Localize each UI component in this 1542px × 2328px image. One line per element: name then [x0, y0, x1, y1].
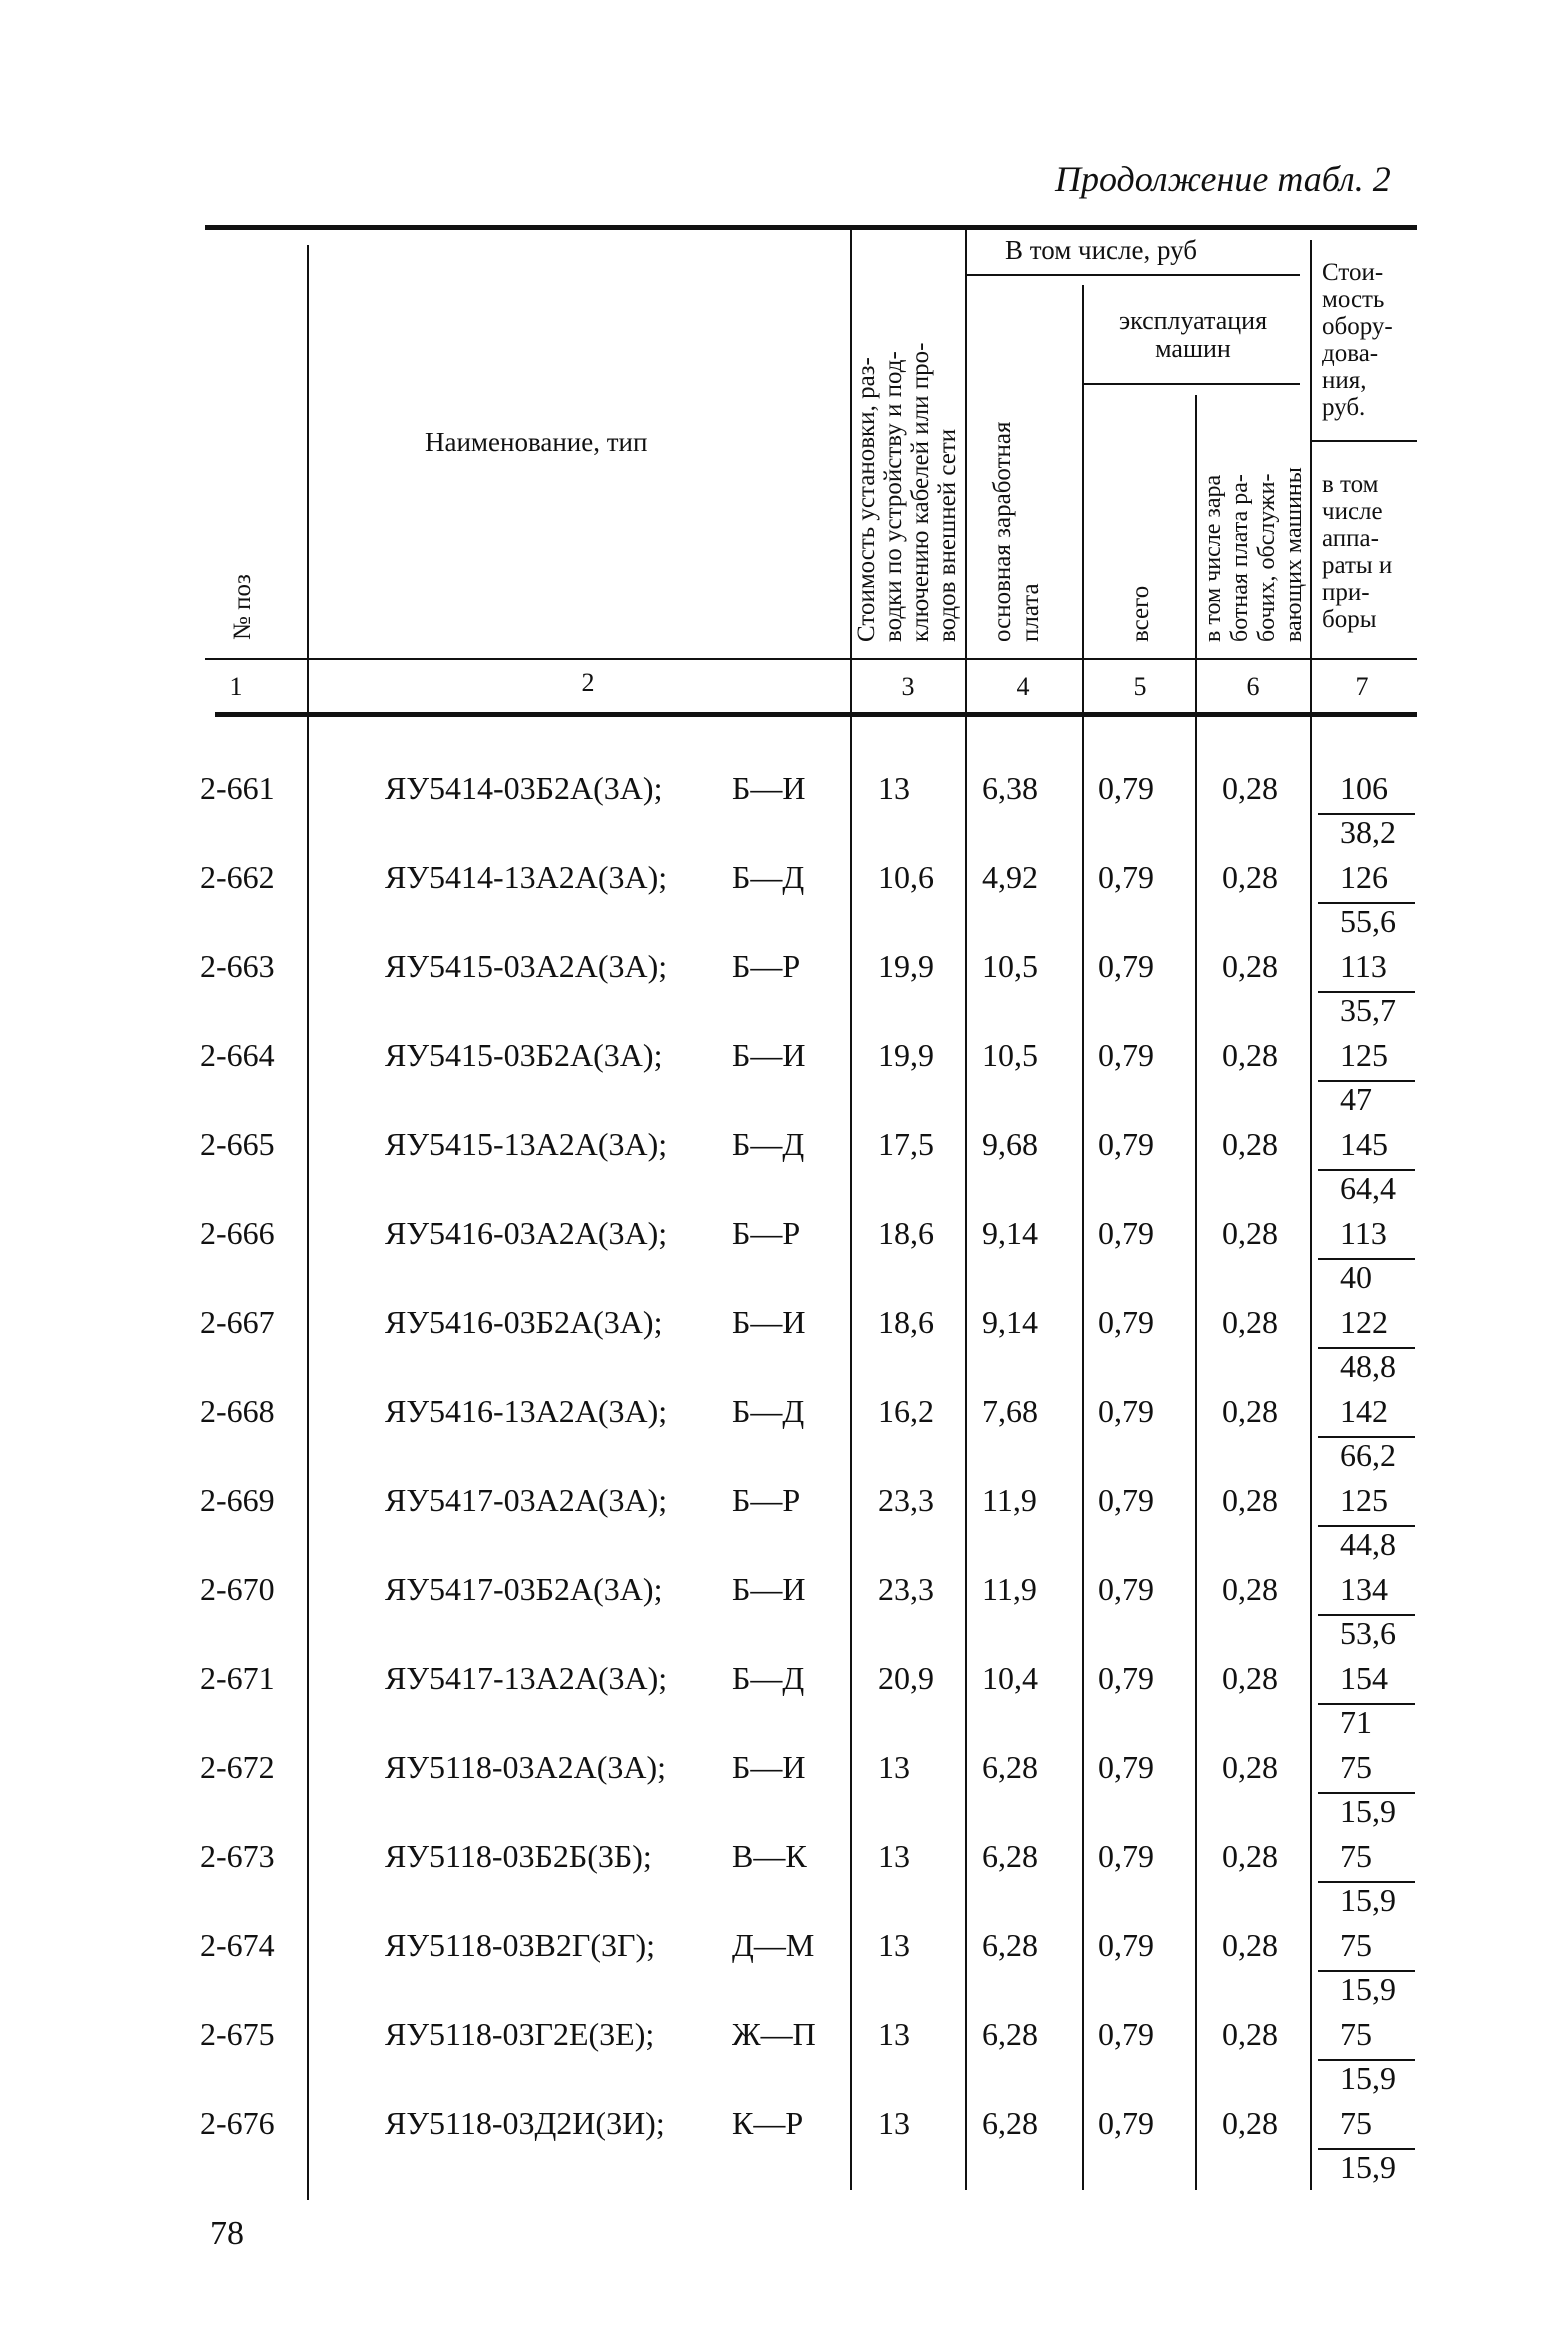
- cell-base-wage: 7,68: [982, 1393, 1038, 1429]
- cell-machines-wage: 0,28: [1222, 1571, 1278, 1607]
- cell-equipment-cost: 134: [1340, 1571, 1388, 1607]
- cell-range: Б—И: [732, 1749, 806, 1785]
- cell-name: ЯУ5415-13А2А(3А);: [385, 1126, 668, 1162]
- header-col3-line2: водки по устройству и под-: [880, 351, 907, 642]
- cell-install-cost: 17,5: [878, 1126, 934, 1162]
- cell-install-cost: 16,2: [878, 1393, 934, 1429]
- cell-machines-wage: 0,28: [1222, 1482, 1278, 1518]
- cell-machines-total: 0,79: [1098, 1927, 1154, 1963]
- header-exploitation-line1: эксплуатация: [1118, 306, 1268, 335]
- header-exploitation-line2: машин: [1155, 334, 1231, 363]
- cell-machines-wage: 0,28: [1222, 1838, 1278, 1874]
- cell-apparatus-cost: 15,9: [1340, 2149, 1396, 2185]
- cell-apparatus-cost: 15,9: [1340, 1793, 1396, 1829]
- cell-install-cost: 18,6: [878, 1215, 934, 1251]
- header-col6-line4: вающих машины: [1281, 467, 1307, 642]
- cell-machines-wage: 0,28: [1222, 1393, 1278, 1429]
- cell-range: Б—И: [732, 1037, 806, 1073]
- cell-range: Б—Д: [732, 1126, 805, 1162]
- cell-machines-total: 0,79: [1098, 1126, 1154, 1162]
- cell-machines-wage: 0,28: [1222, 2016, 1278, 2052]
- cell-equipment-cost: 75: [1340, 1749, 1372, 1785]
- col-divider-4: [1082, 285, 1084, 2190]
- cell-install-cost: 19,9: [878, 1037, 934, 1073]
- cell-install-cost: 19,9: [878, 948, 934, 984]
- page-number: 78: [210, 2215, 244, 2252]
- cell-base-wage: 9,14: [982, 1215, 1038, 1251]
- cell-machines-wage: 0,28: [1222, 1215, 1278, 1251]
- cell-machines-wage: 0,28: [1222, 1037, 1278, 1073]
- col-divider-6: [1310, 240, 1312, 2190]
- header-col7-top-5: ния,: [1322, 367, 1367, 394]
- header-col7-top-1: Стои-: [1322, 259, 1384, 286]
- cell-apparatus-cost: 35,7: [1340, 992, 1396, 1028]
- header-col2: Наименование, тип: [425, 427, 648, 457]
- cell-equipment-cost: 125: [1340, 1482, 1388, 1518]
- header-col7-bottom-2: числе: [1322, 498, 1383, 525]
- cell-install-cost: 13: [878, 1749, 910, 1785]
- cell-base-wage: 4,92: [982, 859, 1038, 895]
- cell-machines-total: 0,79: [1098, 1571, 1154, 1607]
- cell-machines-total: 0,79: [1098, 1037, 1154, 1073]
- cell-pos: 2-672: [200, 1749, 275, 1785]
- cell-range: В—К: [732, 1838, 807, 1874]
- column-number-6: 6: [1246, 672, 1260, 701]
- cell-apparatus-cost: 66,2: [1340, 1437, 1396, 1473]
- header-col6-line1: в том числе зара: [1200, 474, 1226, 642]
- cell-pos: 2-668: [200, 1393, 275, 1429]
- cell-name: ЯУ5118-03А2А(3А);: [385, 1749, 666, 1785]
- cell-machines-wage: 0,28: [1222, 1927, 1278, 1963]
- cell-equipment-cost: 126: [1340, 859, 1388, 895]
- table-top-rule: [205, 225, 1417, 230]
- cell-name: ЯУ5118-03Г2Е(3Е);: [385, 2016, 655, 2052]
- exploitation-header-rule: [1082, 383, 1300, 385]
- cell-pos: 2-662: [200, 859, 275, 895]
- column-number-1: 1: [229, 672, 243, 701]
- cell-equipment-cost: 142: [1340, 1393, 1388, 1429]
- cell-name: ЯУ5415-03А2А(3А);: [385, 948, 668, 984]
- cell-apparatus-cost: 71: [1340, 1704, 1372, 1740]
- cell-equipment-cost: 106: [1340, 770, 1388, 806]
- cell-install-cost: 23,3: [878, 1571, 934, 1607]
- header-col3-line3: ключению кабелей или про-: [907, 342, 934, 642]
- cell-install-cost: 13: [878, 2016, 910, 2052]
- header-col7-bottom-3: аппа-: [1322, 525, 1379, 552]
- cell-machines-total: 0,79: [1098, 1482, 1154, 1518]
- cell-range: Б—Р: [732, 1215, 801, 1251]
- header-col7-top-4: дова-: [1322, 340, 1379, 367]
- cell-range: Б—Р: [732, 948, 801, 984]
- header-col7-bottom-1: в том: [1322, 471, 1379, 498]
- header-col3-line1: Стоимость установки, раз-: [853, 357, 880, 642]
- cell-machines-total: 0,79: [1098, 1393, 1154, 1429]
- cell-install-cost: 13: [878, 1838, 910, 1874]
- cell-apparatus-cost: 38,2: [1340, 814, 1396, 850]
- col7-header-split-rule: [1310, 440, 1417, 442]
- page-title: Продолжение табл. 2: [1055, 159, 1391, 199]
- cell-machines-total: 0,79: [1098, 1215, 1154, 1251]
- cell-machines-total: 0,79: [1098, 1660, 1154, 1696]
- cell-equipment-cost: 125: [1340, 1037, 1388, 1073]
- cell-machines-total: 0,79: [1098, 1838, 1154, 1874]
- cell-pos: 2-665: [200, 1126, 275, 1162]
- cell-apparatus-cost: 15,9: [1340, 2060, 1396, 2096]
- cell-base-wage: 11,9: [982, 1571, 1037, 1607]
- cell-name: ЯУ5416-03Б2А(3А);: [385, 1304, 663, 1340]
- column-number-4: 4: [1016, 672, 1030, 701]
- header-col4-line2: плата: [1017, 583, 1044, 642]
- cell-apparatus-cost: 47: [1340, 1081, 1372, 1117]
- cell-machines-wage: 0,28: [1222, 948, 1278, 984]
- column-number-2: 2: [581, 668, 595, 697]
- cell-base-wage: 10,4: [982, 1660, 1038, 1696]
- cell-name: ЯУ5118-03Д2И(3И);: [385, 2105, 665, 2141]
- cell-range: Б—Д: [732, 1660, 805, 1696]
- cell-range: Д—М: [732, 1927, 815, 1963]
- cell-machines-total: 0,79: [1098, 2105, 1154, 2141]
- cell-machines-total: 0,79: [1098, 770, 1154, 806]
- cell-range: К—Р: [732, 2105, 804, 2141]
- header-col3-line4: водов внешней сети: [934, 428, 961, 642]
- cell-base-wage: 6,38: [982, 770, 1038, 806]
- cell-base-wage: 6,28: [982, 2105, 1038, 2141]
- cell-pos: 2-664: [200, 1037, 275, 1073]
- cell-machines-total: 0,79: [1098, 859, 1154, 895]
- cell-equipment-cost: 75: [1340, 2016, 1372, 2052]
- cell-machines-wage: 0,28: [1222, 1126, 1278, 1162]
- col-divider-5: [1195, 395, 1197, 2190]
- cell-name: ЯУ5118-03Б2Б(3Б);: [385, 1838, 652, 1874]
- cell-name: ЯУ5417-03А2А(3А);: [385, 1482, 668, 1518]
- cell-apparatus-cost: 44,8: [1340, 1526, 1396, 1562]
- cell-name: ЯУ5416-13А2А(3А);: [385, 1393, 668, 1429]
- header-group: В том числе, руб: [1005, 235, 1198, 265]
- header-col4-line1: основная заработная: [989, 421, 1016, 642]
- header-bottom-rule: [205, 658, 1417, 660]
- cell-range: Б—И: [732, 1304, 806, 1340]
- column-number-3: 3: [901, 672, 915, 701]
- cell-base-wage: 9,68: [982, 1126, 1038, 1162]
- cell-install-cost: 10,6: [878, 859, 934, 895]
- header-col7-top-6: руб.: [1322, 394, 1366, 421]
- cell-equipment-cost: 113: [1340, 948, 1387, 984]
- cell-pos: 2-673: [200, 1838, 275, 1874]
- cell-range: Б—И: [732, 1571, 806, 1607]
- cell-base-wage: 6,28: [982, 1838, 1038, 1874]
- cell-range: Б—И: [732, 770, 806, 806]
- cell-pos: 2-674: [200, 1927, 275, 1963]
- cell-install-cost: 23,3: [878, 1482, 934, 1518]
- cell-name: ЯУ5415-03Б2А(3А);: [385, 1037, 663, 1073]
- cell-equipment-cost: 145: [1340, 1126, 1388, 1162]
- header-col1: № поз: [229, 574, 256, 640]
- cell-name: ЯУ5118-03В2Г(3Г);: [385, 1927, 656, 1963]
- cell-name: ЯУ5417-13А2А(3А);: [385, 1660, 668, 1696]
- cell-base-wage: 9,14: [982, 1304, 1038, 1340]
- cell-install-cost: 13: [878, 2105, 910, 2141]
- column-number-7: 7: [1355, 672, 1369, 701]
- cell-pos: 2-667: [200, 1304, 275, 1340]
- col-divider-3: [965, 230, 967, 2190]
- cell-machines-total: 0,79: [1098, 2016, 1154, 2052]
- header-col7-top-2: мость: [1322, 286, 1385, 313]
- header-col7-top-3: обору-: [1322, 313, 1393, 340]
- header-col7-bottom-5: при-: [1322, 579, 1370, 606]
- cell-name: ЯУ5414-03Б2А(3А);: [385, 770, 663, 806]
- cell-pos: 2-670: [200, 1571, 275, 1607]
- cell-machines-wage: 0,28: [1222, 770, 1278, 806]
- cell-pos: 2-671: [200, 1660, 275, 1696]
- cell-name: ЯУ5416-03А2А(3А);: [385, 1215, 668, 1251]
- cell-machines-total: 0,79: [1098, 1749, 1154, 1785]
- cell-equipment-cost: 75: [1340, 1927, 1372, 1963]
- cell-range: Б—Д: [732, 1393, 805, 1429]
- cell-base-wage: 6,28: [982, 1749, 1038, 1785]
- cell-pos: 2-676: [200, 2105, 275, 2141]
- cell-pos: 2-675: [200, 2016, 275, 2052]
- cell-equipment-cost: 154: [1340, 1660, 1388, 1696]
- cell-pos: 2-669: [200, 1482, 275, 1518]
- cell-apparatus-cost: 53,6: [1340, 1615, 1396, 1651]
- numbers-bottom-rule: [215, 712, 1417, 717]
- cell-base-wage: 10,5: [982, 1037, 1038, 1073]
- cell-install-cost: 20,9: [878, 1660, 934, 1696]
- cell-machines-wage: 0,28: [1222, 2105, 1278, 2141]
- cell-base-wage: 11,9: [982, 1482, 1037, 1518]
- cell-apparatus-cost: 15,9: [1340, 1971, 1396, 2007]
- cell-base-wage: 10,5: [982, 948, 1038, 984]
- cell-machines-wage: 0,28: [1222, 1304, 1278, 1340]
- header-col7-bottom-6: боры: [1322, 606, 1377, 633]
- header-col6-line2: ботная плата ра-: [1227, 474, 1253, 642]
- cell-pos: 2-661: [200, 770, 275, 806]
- cell-equipment-cost: 75: [1340, 2105, 1372, 2141]
- cell-machines-total: 0,79: [1098, 1304, 1154, 1340]
- cell-equipment-cost: 75: [1340, 1838, 1372, 1874]
- cell-apparatus-cost: 55,6: [1340, 903, 1396, 939]
- cell-apparatus-cost: 64,4: [1340, 1170, 1396, 1206]
- cell-apparatus-cost: 40: [1340, 1259, 1372, 1295]
- cell-install-cost: 13: [878, 1927, 910, 1963]
- cell-name: ЯУ5417-03Б2А(3А);: [385, 1571, 663, 1607]
- cell-machines-total: 0,79: [1098, 948, 1154, 984]
- col-divider-1: [307, 245, 309, 2200]
- cell-name: ЯУ5414-13А2А(3А);: [385, 859, 668, 895]
- cell-range: Б—Р: [732, 1482, 801, 1518]
- cell-range: Б—Д: [732, 859, 805, 895]
- cell-apparatus-cost: 48,8: [1340, 1348, 1396, 1384]
- column-number-5: 5: [1133, 672, 1147, 701]
- header-col7-bottom-4: раты и: [1322, 552, 1393, 579]
- group-header-rule: [965, 274, 1300, 276]
- cell-machines-wage: 0,28: [1222, 1749, 1278, 1785]
- cell-base-wage: 6,28: [982, 2016, 1038, 2052]
- cell-range: Ж—П: [732, 2016, 816, 2052]
- header-col5: всего: [1127, 585, 1154, 642]
- cell-pos: 2-666: [200, 1215, 275, 1251]
- cell-machines-wage: 0,28: [1222, 859, 1278, 895]
- cell-equipment-cost: 122: [1340, 1304, 1388, 1340]
- cell-install-cost: 18,6: [878, 1304, 934, 1340]
- cell-apparatus-cost: 15,9: [1340, 1882, 1396, 1918]
- cell-machines-wage: 0,28: [1222, 1660, 1278, 1696]
- cell-pos: 2-663: [200, 948, 275, 984]
- cell-base-wage: 6,28: [982, 1927, 1038, 1963]
- cell-equipment-cost: 113: [1340, 1215, 1387, 1251]
- header-col6-line3: бочих, обслужи-: [1254, 473, 1280, 642]
- cell-install-cost: 13: [878, 770, 910, 806]
